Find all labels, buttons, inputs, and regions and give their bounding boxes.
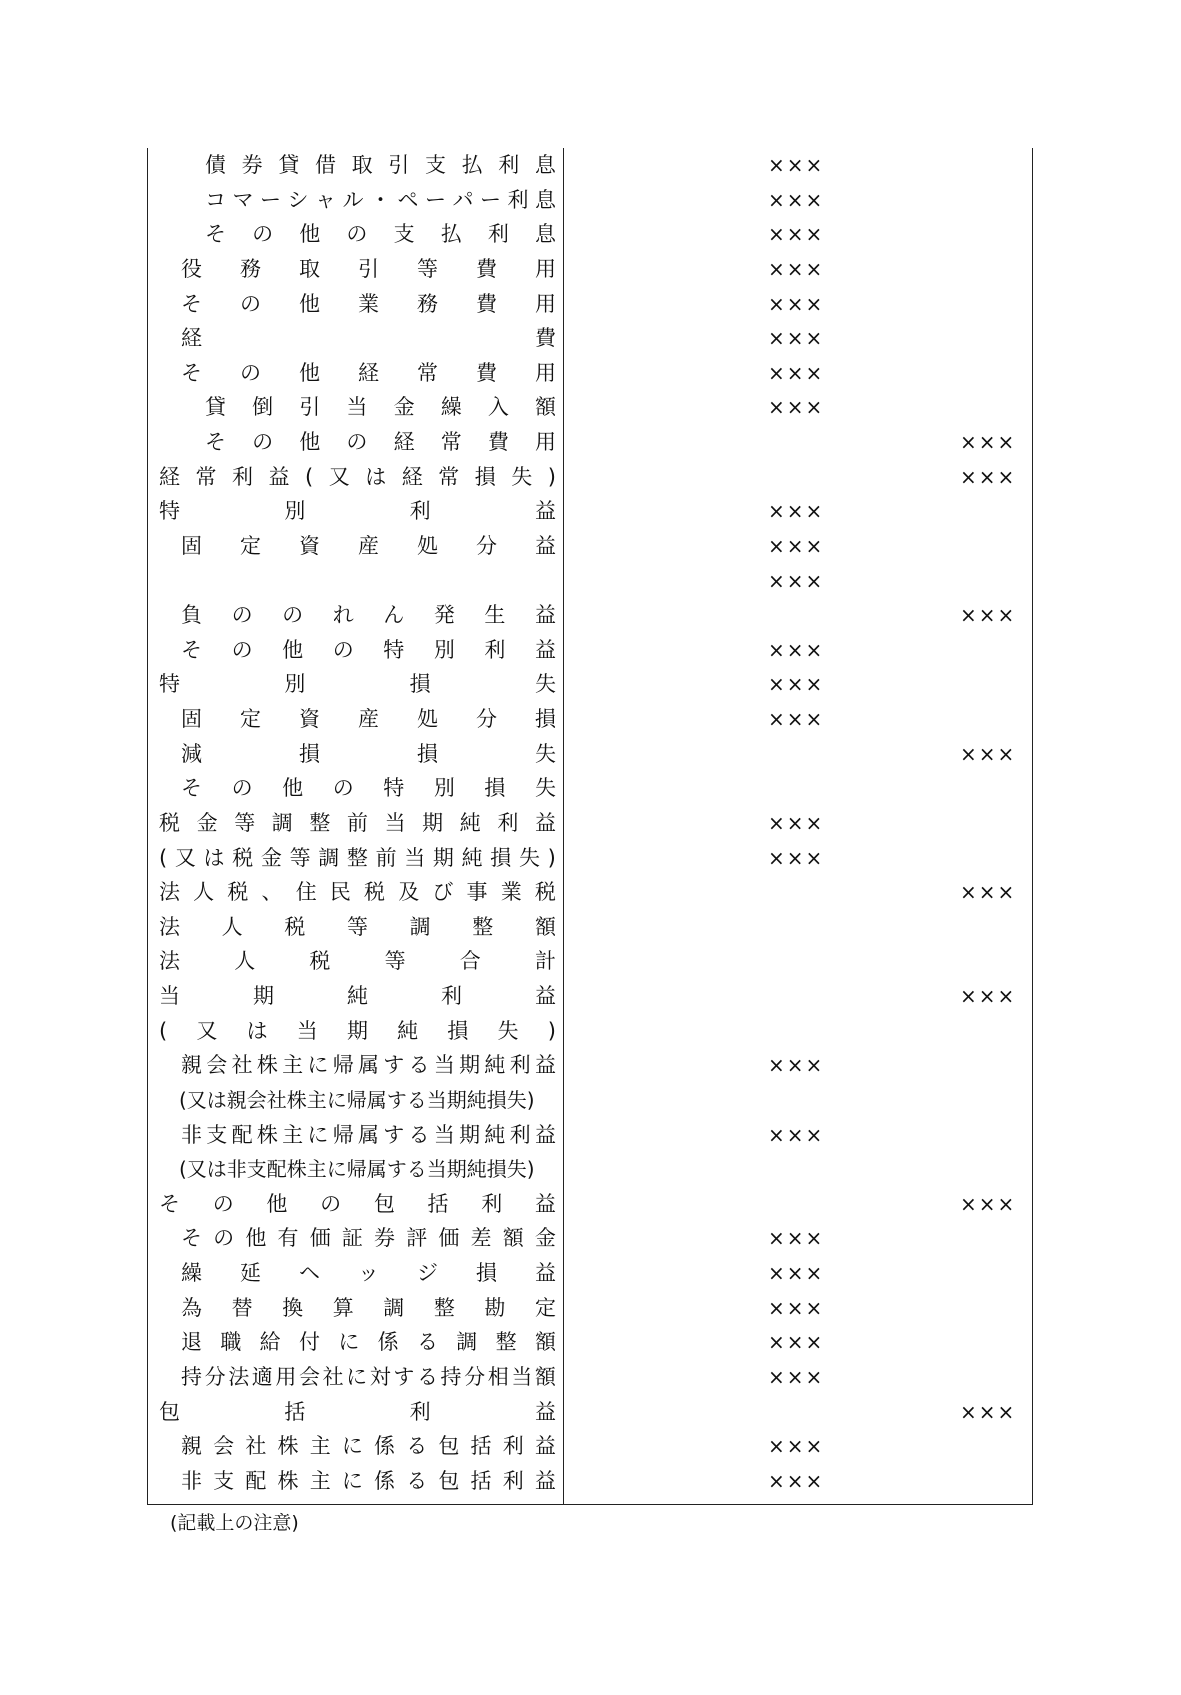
row-value-col1: ××× — [768, 845, 825, 870]
row-label: 特 別 利 益 — [159, 499, 556, 524]
row-value-col2 — [960, 183, 1040, 218]
row-label: 特 別 損 失 — [159, 672, 556, 697]
statement-row — [148, 1221, 1032, 1256]
statement-row — [148, 390, 1032, 425]
row-label: 当 期 純 利 益 — [159, 984, 556, 1008]
row-value-col2 — [960, 1221, 1040, 1256]
row-label: 非 支 配 株 主 に 係 る 包 括 利 益 — [181, 1468, 556, 1493]
row-value-col2 — [960, 252, 1040, 287]
row-label: 法 人 税 等 調 整 額 — [159, 914, 556, 939]
row-label — [181, 564, 556, 599]
row-label: 役 務 取 引 等 費 用 — [181, 256, 556, 281]
row-value-col1 — [768, 1395, 848, 1430]
row-label: 法 人 税 等 合 計 — [159, 949, 556, 974]
row-value-col1: ××× — [768, 360, 825, 385]
statement-row — [148, 1256, 1032, 1291]
row-value-col2: ××× — [960, 464, 1017, 489]
row-label: そ の 他 の 特 別 利 益 — [181, 637, 556, 662]
row-value-col1: ××× — [768, 1122, 825, 1147]
row-label: そ の 他 の 支 払 利 息 — [205, 222, 556, 247]
row-value-col2 — [960, 217, 1040, 252]
row-value-col1 — [768, 875, 848, 910]
statement-row — [148, 1429, 1032, 1464]
row-label: 親 会 社 株 主 に 係 る 包 括 利 益 — [181, 1434, 556, 1459]
row-value-col1 — [768, 425, 848, 460]
row-value-col1 — [768, 1187, 848, 1222]
statement-row — [148, 806, 1032, 841]
statement-row — [148, 944, 1032, 979]
row-value-col2 — [960, 1256, 1040, 1291]
row-value-col1: ××× — [768, 533, 825, 558]
row-value-col1 — [768, 979, 848, 1014]
row-value-col2 — [960, 1048, 1040, 1083]
statement-row — [148, 564, 1032, 599]
statement-row — [148, 1395, 1032, 1430]
row-value-col2 — [960, 806, 1040, 841]
row-value-col2 — [960, 1464, 1040, 1499]
statement-row — [148, 217, 1032, 252]
row-value-col1: ××× — [768, 187, 825, 212]
statement-row — [148, 1118, 1032, 1153]
row-value-col1 — [768, 460, 848, 495]
row-label: そ の 他 業 務 費 用 — [181, 291, 556, 316]
row-label: ( 又 は 当 期 純 損 失 ) — [159, 1018, 556, 1043]
row-label: 退 職 給 付 に 係 る 調 整 額 — [181, 1330, 556, 1355]
statement-row — [148, 875, 1032, 910]
row-value-col2: ××× — [960, 603, 1017, 628]
row-value-col1: ××× — [768, 499, 825, 524]
row-value-col2 — [960, 1152, 1040, 1187]
row-value-col1 — [768, 598, 848, 633]
statement-row — [148, 321, 1032, 356]
row-value-col2 — [960, 390, 1040, 425]
row-value-col2: ××× — [960, 880, 1017, 905]
row-value-col1 — [768, 771, 848, 806]
row-label: 固 定 資 産 処 分 益 — [181, 533, 556, 558]
income-statement-table — [147, 148, 1033, 1505]
row-label: 非 支 配 株 主 に 帰 属 す る 当 期 純 利 益 — [181, 1122, 556, 1147]
statement-row — [148, 910, 1032, 945]
row-label: (又は親会社株主に帰属する当期純損失) — [179, 1087, 535, 1112]
row-label: そ の 他 の 経 常 費 用 — [205, 430, 556, 454]
row-value-col2: ××× — [960, 430, 1017, 454]
statement-row — [148, 494, 1032, 529]
statement-row — [148, 1152, 1032, 1187]
row-label: 固 定 資 産 処 分 損 — [181, 707, 556, 731]
statement-row — [148, 667, 1032, 702]
row-value-col1: ××× — [768, 1295, 825, 1320]
row-value-col2 — [960, 494, 1040, 529]
statement-row — [148, 702, 1032, 737]
row-label: 減 損 損 失 — [181, 741, 556, 766]
statement-row — [148, 737, 1032, 772]
row-value-col1 — [768, 737, 848, 772]
row-value-col2 — [960, 321, 1040, 356]
row-value-col2 — [960, 1325, 1040, 1360]
statement-row — [148, 356, 1032, 391]
row-value-col2: ××× — [960, 741, 1017, 766]
row-value-col1: ××× — [768, 222, 825, 247]
row-label: 貸 倒 引 当 金 繰 入 額 — [205, 395, 556, 420]
row-value-col2: ××× — [960, 1399, 1017, 1424]
row-label: コ マ ー シ ャ ル ・ ペ ー パ ー 利 息 — [205, 187, 556, 212]
row-value-col2 — [960, 841, 1040, 876]
statement-row — [148, 1360, 1032, 1395]
statement-row — [148, 148, 1032, 183]
row-value-col1: ××× — [768, 637, 825, 662]
row-value-col2 — [960, 1083, 1040, 1118]
statement-row — [148, 460, 1032, 495]
statement-row — [148, 1048, 1032, 1083]
row-label: そ の 他 の 包 括 利 益 — [159, 1191, 556, 1216]
row-label: 親 会 社 株 主 に 帰 属 す る 当 期 純 利 益 — [181, 1053, 556, 1078]
row-label: 法 人 税 、 住 民 税 及 び 事 業 税 — [159, 880, 556, 905]
row-value-col1: ××× — [768, 1330, 825, 1355]
statement-row — [148, 529, 1032, 564]
row-label: (又は非支配株主に帰属する当期純損失) — [179, 1157, 535, 1182]
row-value-col1: ××× — [768, 395, 825, 420]
row-value-col1: ××× — [768, 672, 825, 697]
row-label: ( 又 は 税 金 等 調 整 前 当 期 純 損 失 ) — [159, 845, 556, 870]
row-value-col2 — [960, 287, 1040, 322]
row-value-col2 — [960, 771, 1040, 806]
row-label: 債 券 貸 借 取 引 支 払 利 息 — [205, 153, 556, 177]
row-label: そ の 他 経 常 費 用 — [181, 360, 556, 385]
row-value-col2 — [960, 564, 1040, 599]
row-value-col2 — [960, 529, 1040, 564]
row-value-col1 — [768, 1083, 848, 1118]
row-value-col2 — [960, 1360, 1040, 1395]
statement-row — [148, 841, 1032, 876]
row-label: 包 括 利 益 — [159, 1399, 556, 1424]
row-value-col2 — [960, 1291, 1040, 1326]
row-label: そ の 他 有 価 証 券 評 価 差 額 金 — [181, 1226, 556, 1251]
row-label: 持 分 法 適 用 会 社 に 対 す る 持 分 相 当 額 — [181, 1364, 556, 1389]
statement-row — [148, 1325, 1032, 1360]
row-label: 負 の の れ ん 発 生 益 — [181, 603, 556, 628]
statement-row — [148, 287, 1032, 322]
row-value-col2 — [960, 148, 1040, 183]
row-value-col1: ××× — [768, 1053, 825, 1078]
row-label: 繰 延 ヘ ッ ジ 損 益 — [181, 1261, 556, 1285]
statement-row — [148, 633, 1032, 668]
row-value-col2 — [960, 910, 1040, 945]
row-value-col1: ××× — [768, 1226, 825, 1251]
row-value-col1: ××× — [768, 326, 825, 351]
row-value-col2 — [960, 1014, 1040, 1049]
note-heading: (記載上の注意) — [170, 1512, 299, 1534]
row-value-col1: ××× — [768, 1434, 825, 1459]
statement-rows — [148, 148, 1032, 1498]
statement-row — [148, 771, 1032, 806]
row-value-col2: ××× — [960, 1191, 1017, 1216]
row-value-col1 — [768, 910, 848, 945]
statement-row — [148, 979, 1032, 1014]
row-value-col2 — [960, 1429, 1040, 1464]
row-value-col1 — [768, 1014, 848, 1049]
row-value-col1: ××× — [768, 153, 825, 177]
row-value-col2 — [960, 944, 1040, 979]
row-value-col1 — [768, 944, 848, 979]
row-label: 経 費 — [181, 326, 556, 351]
row-value-col2: ××× — [960, 984, 1017, 1008]
row-value-col1: ××× — [768, 810, 825, 835]
statement-row — [148, 1014, 1032, 1049]
row-value-col1: ××× — [768, 1261, 825, 1285]
statement-row — [148, 183, 1032, 218]
row-value-col1: ××× — [768, 707, 825, 731]
statement-row — [148, 1291, 1032, 1326]
statement-row — [148, 1187, 1032, 1222]
row-label: 経 常 利 益 ( 又 は 経 常 損 失 ) — [159, 464, 556, 489]
row-value-col2 — [960, 356, 1040, 391]
statement-row — [148, 1083, 1032, 1118]
row-value-col1 — [768, 1152, 848, 1187]
row-label: 税 金 等 調 整 前 当 期 純 利 益 — [159, 810, 556, 835]
statement-row — [148, 1464, 1032, 1499]
statement-row — [148, 252, 1032, 287]
row-value-col1: ××× — [768, 291, 825, 316]
row-value-col2 — [960, 667, 1040, 702]
statement-row — [148, 425, 1032, 460]
row-label: そ の 他 の 特 別 損 失 — [181, 776, 556, 801]
row-value-col1: ××× — [768, 568, 825, 593]
row-value-col1: ××× — [768, 1364, 825, 1389]
row-value-col2 — [960, 702, 1040, 737]
row-value-col1: ××× — [768, 1468, 825, 1493]
row-label: 為 替 換 算 調 整 勘 定 — [181, 1295, 556, 1320]
row-value-col1: ××× — [768, 256, 825, 281]
row-value-col2 — [960, 633, 1040, 668]
statement-row — [148, 598, 1032, 633]
row-value-col2 — [960, 1118, 1040, 1153]
